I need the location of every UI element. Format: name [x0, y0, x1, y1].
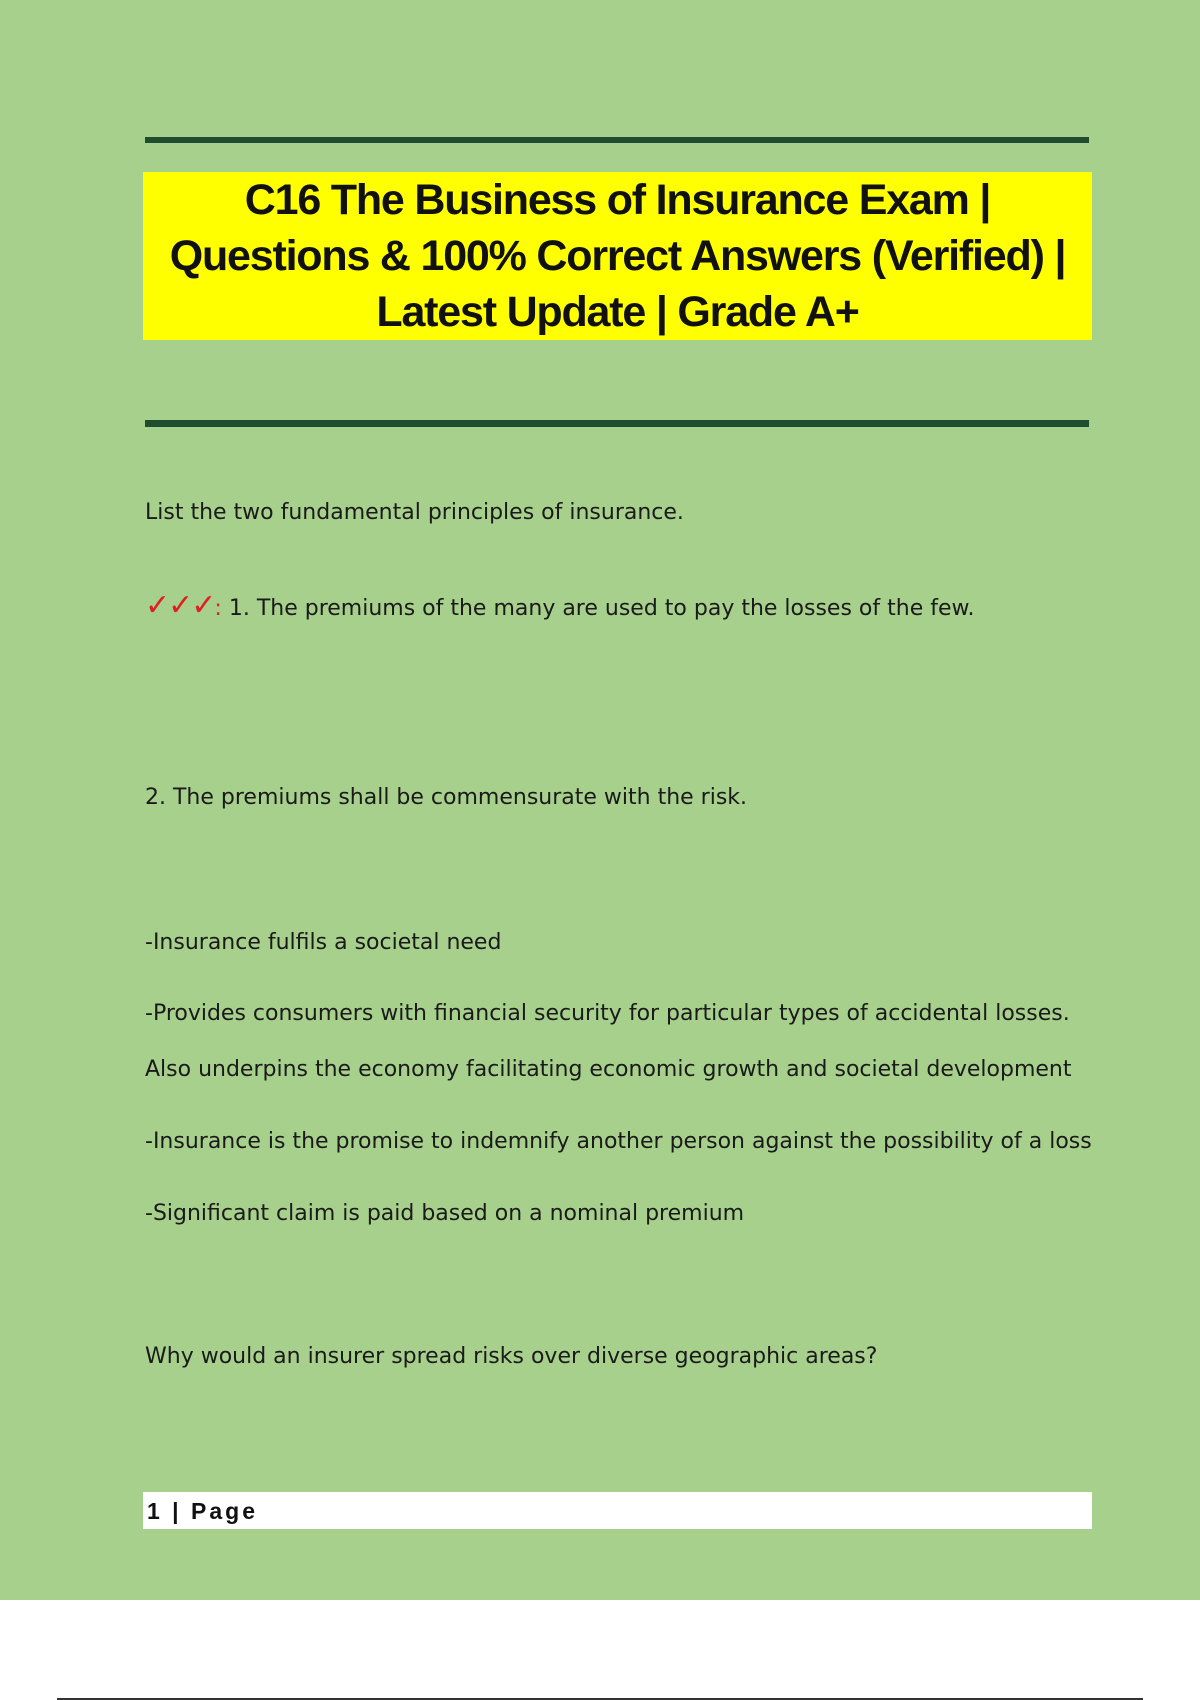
check-mark-icon: ✓✓✓: [145, 588, 215, 623]
answer-1-text: 1. The premiums of the many are used to pay the losses of the few.: [221, 596, 975, 621]
bullet-2: -Provides consumers with financial security for particular types of accidental losses.: [145, 1001, 1070, 1026]
top-divider: [145, 137, 1089, 143]
question-2: Why would an insurer spread risks over diverse geographic areas?: [145, 1344, 878, 1369]
bullet-4: -Significant claim is paid based on a nominal premium: [145, 1201, 745, 1226]
bullet-1: -Insurance fulfils a societal need: [145, 930, 502, 955]
answer-colon: :: [214, 596, 222, 621]
bullet-2-continuation: Also underpins the economy facilitating economic growth and societal development: [145, 1057, 1072, 1082]
page-footer: [143, 1492, 1092, 1529]
document-title: C16 The Business of Insurance Exam | Questions & 100% Correct Answers (Verified) | Latest Update | Grade A+: [169, 176, 1066, 336]
title-highlight-box: [143, 172, 1092, 340]
bottom-divider: [145, 420, 1089, 427]
answer-1-line-2: 2. The premiums shall be commensurate with the risk.: [145, 785, 748, 810]
answer-1-line-1: [145, 588, 974, 623]
bullet-3: -Insurance is the promise to indemnify another person against the possibility of a loss: [145, 1129, 1092, 1154]
page-number-label: 1 | Page: [147, 1498, 258, 1524]
question-1: List the two fundamental principles of insurance.: [145, 500, 684, 525]
